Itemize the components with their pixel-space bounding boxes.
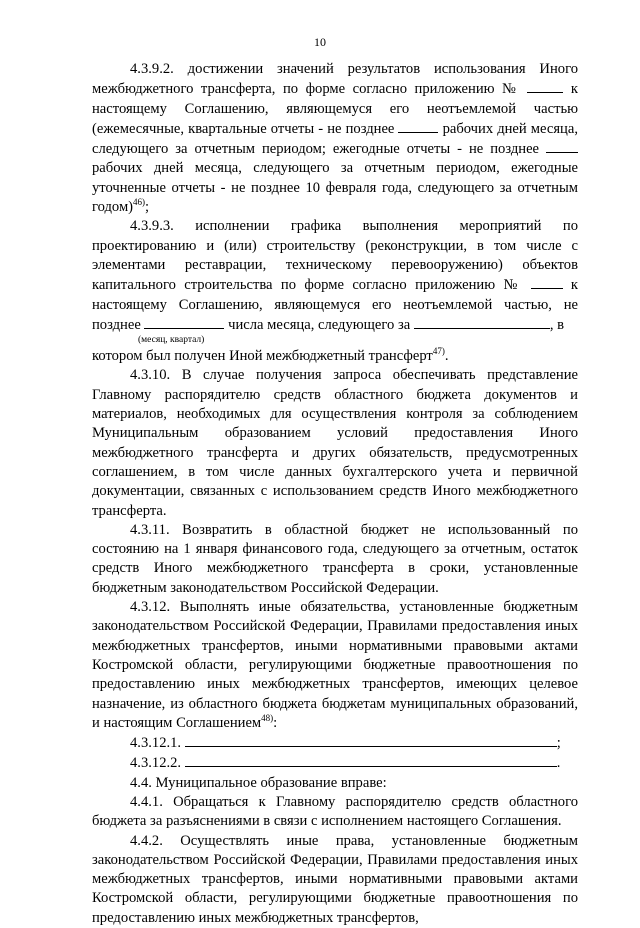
clause-4-3-10: 4.3.10. В случае получения запроса обеспечивать представление Главному распорядителю средств областного бюджета документов и материалов, необходимых для осуществления контроля за соблюдением Муниципальным образованием условий предоставления Иного межбюджетного трансферта и других обязательств, предусмотренных соглашением, в том числе данных бухгалтерского учета и первичной документации, связанных с использованием средств Иного межбюджетного трансферта. bbox=[92, 367, 578, 519]
clause-4-4-2: 4.4.2. Осуществлять иные права, установленные бюджетным законодательством Российской Федерации, Правилами предоставления иных межбюджетных трансфертов, иными нормативными правовыми актами Костромской области, регулирующими бюджетные правоотношения по предоставлению иных межбюджетных трансфертов, bbox=[92, 832, 578, 926]
item-4-3-12-2-number: 4.3.12.2. bbox=[130, 755, 182, 772]
quarterly-days-blank bbox=[398, 119, 438, 133]
item-4-3-12-2 bbox=[92, 753, 578, 773]
footnote-ref-46: 46) bbox=[133, 197, 146, 208]
item-4-3-12-2-fill-line bbox=[185, 753, 557, 767]
clause-4-3-12 bbox=[92, 598, 578, 733]
item-4-3-12-1-end: ; bbox=[556, 735, 561, 752]
page-number: 10 bbox=[314, 35, 326, 49]
clause-4-3-9-3-text-4: , в bbox=[549, 316, 565, 333]
clause-4-3-9-2-text-1: 4.3.9.2. достижении значений результатов использования Иного межбюджетного трансферта, по форме согласно приложению № bbox=[92, 61, 578, 98]
document-body bbox=[92, 60, 578, 928]
footnote-ref-48: 48) bbox=[261, 712, 274, 723]
clause-4-4: 4.4. Муниципальное образование вправе: bbox=[130, 774, 387, 791]
deadline-day-blank bbox=[144, 315, 224, 329]
clause-4-3-9-2-text-3: рабочих дней месяца, следующего за отчетным периодом; ежегодные отчеты - не позднее bbox=[92, 120, 578, 158]
clause-4-3-9-2-end: ; bbox=[145, 199, 150, 216]
clause-4-3-9-3-text-2: к настоящему Соглашению, являющемуся его неотъемлемой частью, не позднее bbox=[92, 277, 579, 333]
clause-4-3-9-2-text-4: рабочих дней месяца, следующего за отчетным периодом, ежегодные уточненные отчеты - не позднее 10 февраля года, следующего за отчетным годом) bbox=[92, 160, 578, 216]
period-blank bbox=[414, 315, 550, 329]
clause-4-3-9-3-end: . bbox=[444, 348, 449, 365]
clause-4-3-9-3-text-3: числа месяца, следующего за bbox=[228, 316, 411, 333]
item-4-3-12-2-end: . bbox=[556, 755, 561, 772]
clause-4-3-9-2-text-2: к настоящему Соглашению, являющемуся его неотъемлемой частью (ежемесячные, квартальные отчеты - не позднее bbox=[92, 81, 579, 137]
item-4-3-12-1-number: 4.3.12.1. bbox=[130, 735, 182, 752]
clause-4-3-9-3-text-5: котором был получен Иной межбюджетный трансферт bbox=[92, 348, 433, 365]
clause-4-3-9-2 bbox=[92, 60, 578, 217]
clause-4-4-1: 4.4.1. Обращаться к Главному распорядителю средств областного бюджета за разъяснениями в связи с исполнением настоящего Соглашения. bbox=[92, 793, 578, 830]
schedule-appendix-blank bbox=[531, 275, 563, 289]
clause-4-3-12-end: : bbox=[273, 714, 278, 731]
clause-4-3-9-3-text-1: 4.3.9.3. исполнении графика выполнения мероприятий по проектированию и (или) строительству (реконструкции, в том числе с элементами реставрации, техническому перевооружению) объектов капитального строительства по форме согласно приложению № bbox=[92, 218, 578, 294]
item-4-3-12-1-fill-line bbox=[185, 733, 557, 747]
item-4-3-12-1 bbox=[92, 733, 578, 753]
clause-4-3-9-3 bbox=[92, 217, 578, 366]
clause-4-3-11: 4.3.11. Возвратить в областной бюджет не использованный по состоянию на 1 января финансового года, следующего за отчетным, остаток средств Иного межбюджетного трансферта в сроки, установленные бюджетным законодательством Российской Федерации. bbox=[92, 521, 578, 596]
appendix-number-blank bbox=[527, 79, 563, 93]
period-caption: (месяц, квартал) bbox=[138, 335, 205, 346]
footnote-ref-47: 47) bbox=[432, 346, 445, 357]
annual-days-blank bbox=[546, 139, 578, 153]
clause-4-3-12-text: 4.3.12. Выполнять иные обязательства, установленные бюджетным законодательством Российской Федерации, Правилами предоставления иных межбюджетных трансфертов, иными нормативными правовыми актами Костромской области, регулирующими бюджетные правоотношения по предоставлению иных межбюджетных трансфертов, имеющих целевое назначение, из областного бюджета бюджетам муниципальных образований, и настоящим Соглашением bbox=[92, 599, 578, 731]
